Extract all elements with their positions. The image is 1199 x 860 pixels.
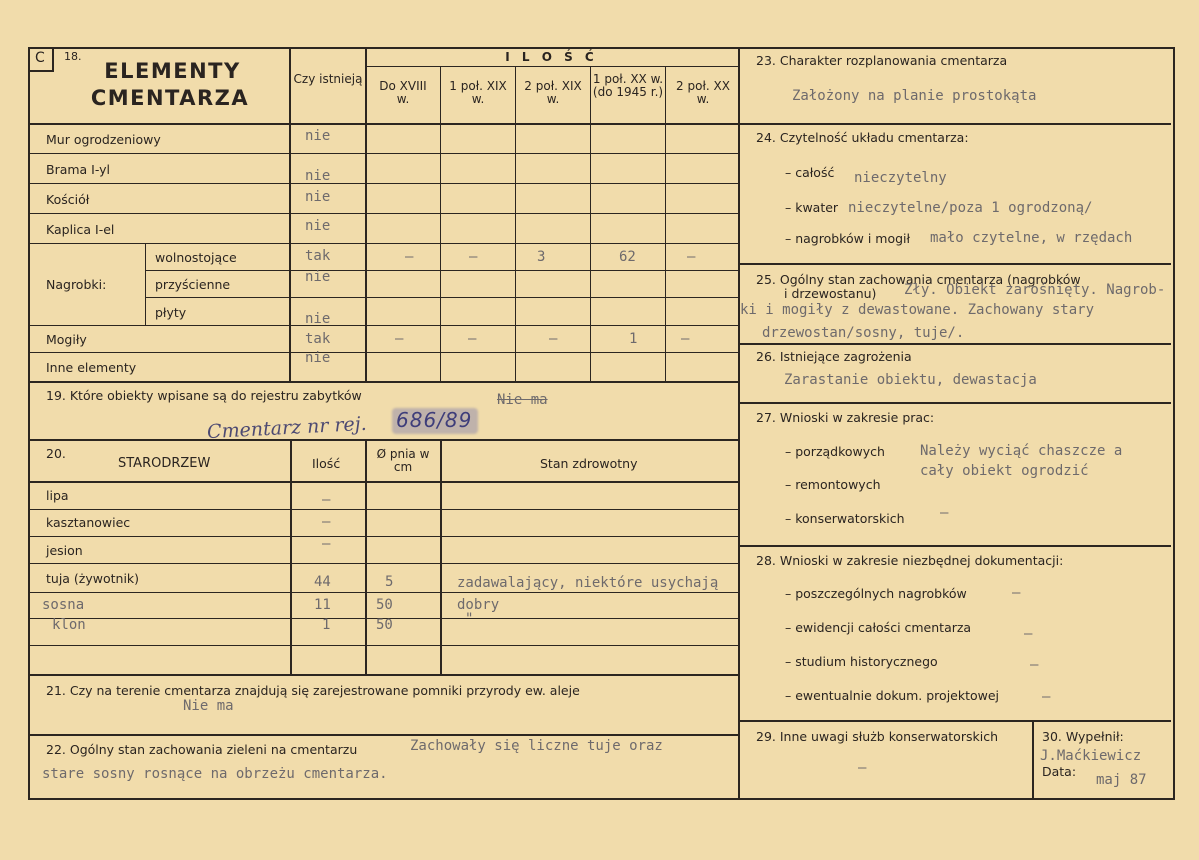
count-mog-c5: – [681,331,690,347]
tree-name-klon: klon [52,617,86,633]
tree-count-klon: 1 [322,617,331,633]
s28-item-2-label: – ewidencji całości cmentarza [785,620,972,635]
section-30-label: 30. Wypełnił: [1042,729,1124,744]
section-21-label: 21. Czy na terenie cmentarza znajdują się zarejestrowane pomniki przyrody ew. aleje [46,683,580,698]
count-wol-c1: – [405,249,414,265]
s20-col-state-label: Stan zdrowotny [540,456,638,471]
col-header-1: Do XVIII w. [379,79,427,106]
s24-b-value: nieczytelne/poza 1 ogrodzoną/ [848,200,1093,216]
row-line [28,153,738,154]
tree-state-sosna: dobry [457,597,500,613]
row-label-mogily: Mogiły [46,332,87,347]
row-line [145,297,738,298]
row-label-kaplica: Kaplica I-el [46,222,115,237]
row-line [28,352,738,353]
section-22-value-1: Zachowały się liczne tuje oraz [410,738,663,754]
section-26-label: 26. Istniejące zagrożenia [756,349,912,364]
s28-item-1-label: – poszczególnych nagrobków [785,586,967,601]
s28-item-4-label: – ewentualnie dokum. projektowej [785,688,1000,703]
section-letter: C [35,50,45,66]
nagrobki-split [145,243,146,325]
s27-value-2: cały obiekt ogrodzić [920,463,1089,479]
tree-diam-klon: 50 [376,617,393,633]
section-25-bottom [738,343,1171,345]
col-line-3 [515,66,516,382]
col-header-3: 2 poł. XIX w. [524,79,582,106]
section-21-bottom [28,734,738,736]
section-25-value-1: Zły. Obiekt zarośnięty. Nagrob- [904,282,1166,298]
row-line [28,536,738,537]
s28-item-3-label: – studium historycznego [785,654,938,669]
s27-c-value: – [940,505,949,521]
s20-col-count [290,439,292,674]
section-27-bottom [738,545,1171,547]
tree-name-sosna: sosna [42,597,85,613]
exists-header: Czy istnieją [293,72,363,86]
row-label-mur: Mur ogrodzeniowy [46,132,161,147]
s27-a-label: – porządkowych [785,444,885,459]
title-line-1: ELEMENTY [104,59,241,83]
count-wol-c5: – [687,249,696,265]
section-27-label: 27. Wnioski w zakresie prac: [756,410,935,425]
section-20-title: STARODRZEW [118,456,211,471]
exists-inne: nie [305,350,331,366]
section-22-label: 22. Ogólny stan zachowania zieleni na cmentarzu [46,742,358,757]
row-label-nagrobki: Nagrobki: [46,277,107,292]
col-line-exists [289,47,291,382]
exists-kaplica: nie [305,218,331,234]
exists-przyscienne: nie [305,269,331,285]
exists-mur: nie [305,128,331,144]
tree-name-jesion: jesion [46,543,83,558]
col-line-5 [665,66,666,382]
section-18-bottom [28,381,738,383]
count-wol-c4: 62 [619,249,636,265]
tree-count-jesion: – [322,536,331,552]
tree-count-lipa: – [322,492,331,508]
tree-name-kasztanowiec: kasztanowiec [46,515,131,530]
section-29-label: 29. Inne uwagi służb konserwatorskich [756,729,998,744]
section-29-value: – [858,760,867,776]
section-20-bottom [28,674,738,676]
row-label-plyty: płyty [155,305,187,320]
section-25-label-2: i drzewostanu) [784,286,877,301]
s24-a-value: nieczytelny [854,170,947,186]
title-line-2: CMENTARZA [90,86,250,110]
col-line-4 [590,66,591,382]
col-line-1 [365,47,367,382]
section-28-bottom [738,720,1171,722]
count-mog-c4: 1 [629,331,638,347]
s27-value-1: Należy wyciąć chaszcze a [920,443,1123,459]
section-25-label-1: 25. Ogólny stan zachowania cmentarza (nagrobków [756,272,1081,287]
filled-by-name: J.Maćkiewicz [1040,748,1142,764]
col-line-2 [440,66,441,382]
tree-name-lipa: lipa [46,488,69,503]
section-25-value-3: drzewostan/sosny, tuje/. [762,325,965,341]
tree-state-tuja: zadawalający, niektóre usychają [457,575,719,591]
register-number: 686/89 [396,408,473,432]
tree-count-tuja: 44 [314,574,331,590]
tree-count-sosna: 11 [314,597,331,613]
s20-col-count-label: Ilość [312,456,341,471]
row-line [28,509,738,510]
s28-item-4-value: – [1042,689,1051,705]
count-mog-c2: – [468,331,477,347]
section-19-typed: Nie ma [497,392,548,408]
row-label-wolnostojace: wolnostojące [155,250,237,265]
s27-b-label: – remontowych [785,477,881,492]
s24-b-label: – kwater [785,200,839,215]
row-line [28,592,738,593]
count-wol-c2: – [469,249,478,265]
row-line [28,183,738,184]
section-24-label: 24. Czytelność układu cmentarza: [756,130,969,145]
date-value: maj 87 [1096,772,1147,788]
section-28-label: 28. Wnioski w zakresie niezbędnej dokumentacji: [756,553,1064,568]
row-label-kosciol: Kościół [46,192,90,207]
s24-c-value: mało czytelne, w rzędach [930,230,1133,246]
tree-diam-tuja: 5 [385,574,394,590]
section-26-value: Zarastanie obiektu, dewastacja [784,372,1037,388]
count-wol-c3: 3 [537,249,546,265]
col-header-5: 2 poł. XX w. [676,79,730,106]
row-label-inne: Inne elementy [46,360,137,375]
row-line [145,270,738,271]
section-23-bottom [738,123,1171,125]
s27-c-label: – konserwatorskich [785,511,905,526]
col-header-4: 1 poł. XX w. (do 1945 r.) [592,72,664,99]
exists-brama: nie [305,168,331,184]
exists-wolnostojace: tak [305,248,331,264]
col-header-2: 1 poł. XIX w. [449,79,507,106]
section-23-value: Założony na planie prostokąta [792,88,1037,104]
tree-name-tuja: tuja (żywotnik) [46,571,140,586]
row-line [28,213,738,214]
exists-kosciol: nie [305,189,331,205]
s20-col-diam [365,439,367,674]
row-line [28,563,738,564]
section-24-bottom [738,263,1171,265]
row-line [28,645,738,646]
count-mog-c1: – [395,331,404,347]
date-label: Data: [1042,764,1077,779]
section-18-number: 18. [64,50,82,63]
row-label-przyscienne: przyścienne [155,277,231,292]
s20-col-diam-label: Ø pnia w cm [376,447,430,474]
section-22-value-2: stare sosny rosnące na obrzeżu cmentarza. [42,766,388,782]
s28-item-2-value: – [1024,626,1033,642]
s24-c-label: – nagrobków i mogił [785,231,911,246]
ilosc-header: I L O Ś Ć [505,50,598,64]
section-25-value-2: ki i mogiły z dewastowane. Zachowany stary [740,302,1095,318]
section-21-value: Nie ma [183,698,234,714]
s29-s30-divider [1032,720,1034,798]
section-19-handwritten: Cmentarz nr rej. [206,412,368,444]
ilosc-line [365,66,738,67]
section-19-bottom [28,439,738,441]
row-line [28,243,738,244]
s28-item-1-value: – [1012,585,1021,601]
exists-plyty: nie [305,311,331,327]
s20-col-state [440,439,442,674]
tree-diam-sosna: 50 [376,597,393,613]
s20-header-line [28,481,738,483]
center-divider [738,47,740,798]
s28-item-3-value: – [1030,657,1039,673]
section-19-label: 19. Które obiekty wpisane są do rejestru zabytków [46,388,362,403]
row-label-brama: Brama I-yl [46,162,111,177]
section-26-bottom [738,402,1171,404]
tree-count-kasztanowiec: – [322,514,331,530]
header-bottom-line [28,123,738,125]
section-23-label: 23. Charakter rozplanowania cmentarza [756,53,1008,68]
count-mog-c3: – [549,331,558,347]
exists-mogily: tak [305,331,331,347]
row-line [28,325,738,326]
s24-a-label: – całość [785,165,835,180]
section-20-number: 20. [46,446,66,461]
tree-state-klon: " [465,611,474,627]
